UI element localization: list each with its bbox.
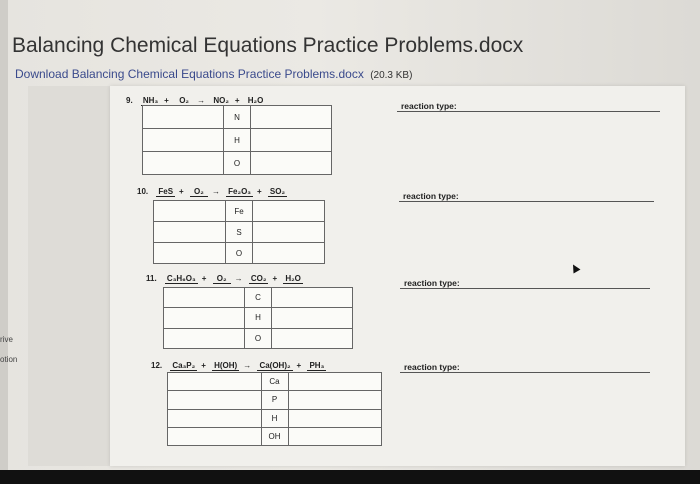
atom-label: Fe [226, 201, 253, 222]
plus-sign: + [234, 96, 240, 105]
table-cell[interactable] [288, 409, 382, 427]
atom-label: H [245, 308, 272, 328]
coefficient-term: NH₃ [142, 96, 159, 105]
reaction-type-line[interactable] [400, 372, 650, 373]
reaction-type-line[interactable] [397, 111, 660, 112]
problem-number: 12. [151, 361, 163, 370]
plus-sign: + [272, 274, 278, 283]
reaction-type-label: reaction type: [401, 101, 457, 111]
table-cell[interactable] [168, 391, 262, 409]
file-size: (20.3 KB) [370, 70, 413, 81]
atom-label: C [245, 288, 272, 308]
atom-label: N [224, 106, 251, 129]
download-link[interactable]: Download Balancing Chemical Equations Practice Problems.docx [15, 67, 364, 81]
coefficient-term: SO₂ [269, 187, 286, 196]
table-cell[interactable] [143, 129, 224, 152]
coefficient-term: Ca(OH)₂ [259, 361, 291, 370]
atom-label: O [224, 152, 251, 175]
atom-label: O [245, 328, 272, 348]
table-cell[interactable] [154, 222, 226, 243]
table-cell[interactable] [143, 152, 224, 175]
arrow: → [234, 274, 243, 283]
page-title: Balancing Chemical Equations Practice Problems.docx [12, 34, 524, 57]
plus-sign: + [164, 96, 169, 105]
coefficient-term: Fe₂O₃ [228, 187, 251, 196]
plus-sign: + [179, 187, 184, 196]
atom-table [153, 200, 325, 264]
sidebar-edge [0, 0, 8, 470]
download-row [15, 67, 412, 81]
table-cell[interactable] [288, 427, 382, 445]
equation-line [137, 187, 287, 197]
coefficient-term: NO₂ [213, 96, 229, 105]
coefficient-term: Ca₃P₂ [172, 361, 196, 370]
atom-label: OH [261, 427, 288, 445]
reaction-type-label: reaction type: [404, 278, 460, 288]
atom-table [142, 105, 332, 175]
sidebar-item-promotion[interactable]: otion [0, 355, 18, 364]
coefficient-term: H₂O [247, 96, 264, 105]
document-gutter [28, 86, 110, 466]
coefficient-term: H(OH) [214, 361, 238, 370]
coefficient-term: PH₃ [309, 361, 325, 370]
table-cell[interactable] [168, 373, 262, 391]
atom-label: O [226, 243, 253, 264]
atom-label: P [261, 391, 288, 409]
reaction-type-label: reaction type: [403, 191, 459, 201]
coefficient-term: C₃H₆O₃ [166, 274, 196, 283]
atom-table [163, 287, 353, 349]
reaction-type-line[interactable] [399, 201, 654, 202]
atom-label: Ca [261, 373, 288, 391]
equation-line [151, 361, 326, 371]
plus-sign: + [201, 361, 206, 370]
table-cell[interactable] [251, 129, 332, 152]
table-cell[interactable] [272, 308, 353, 328]
table-cell[interactable] [288, 373, 382, 391]
table-cell[interactable] [272, 288, 353, 308]
atom-label: H [261, 409, 288, 427]
atom-label: H [224, 129, 251, 152]
reaction-type-line[interactable] [400, 288, 650, 289]
table-cell[interactable] [272, 328, 353, 348]
table-cell[interactable] [164, 288, 245, 308]
table-cell[interactable] [253, 201, 325, 222]
problem-number: 10. [137, 187, 149, 196]
table-cell[interactable] [164, 328, 245, 348]
table-cell[interactable] [168, 409, 262, 427]
coefficient-term: O₂ [190, 187, 208, 197]
table-cell[interactable] [154, 201, 226, 222]
plus-sign: + [201, 274, 207, 283]
table-cell[interactable] [143, 106, 224, 129]
coefficient-term: FeS [158, 187, 174, 196]
table-cell[interactable] [288, 391, 382, 409]
reaction-type-label: reaction type: [404, 362, 460, 372]
table-cell[interactable] [253, 222, 325, 243]
coefficient-term: O₂ [213, 274, 231, 284]
table-cell[interactable] [253, 243, 325, 264]
table-cell[interactable] [164, 308, 245, 328]
table-cell[interactable] [251, 106, 332, 129]
coefficient-term: CO₂ [250, 274, 267, 283]
arrow: → [197, 96, 206, 105]
arrow: → [243, 361, 252, 370]
equation-line [146, 274, 303, 284]
arrow: → [211, 187, 220, 196]
atom-label: S [226, 222, 253, 243]
problem-number: 9. [126, 96, 133, 105]
monitor-bezel [0, 470, 700, 484]
plus-sign: + [296, 361, 302, 370]
atom-table [167, 372, 382, 446]
coefficient-term: H₂O [285, 274, 301, 283]
sidebar-item-drive[interactable]: rive [0, 335, 13, 344]
table-cell[interactable] [168, 427, 262, 445]
plus-sign: + [256, 187, 262, 196]
table-cell[interactable] [251, 152, 332, 175]
table-cell[interactable] [154, 243, 226, 264]
coefficient-term: O₂ [175, 96, 193, 106]
problem-number: 11. [146, 274, 157, 283]
